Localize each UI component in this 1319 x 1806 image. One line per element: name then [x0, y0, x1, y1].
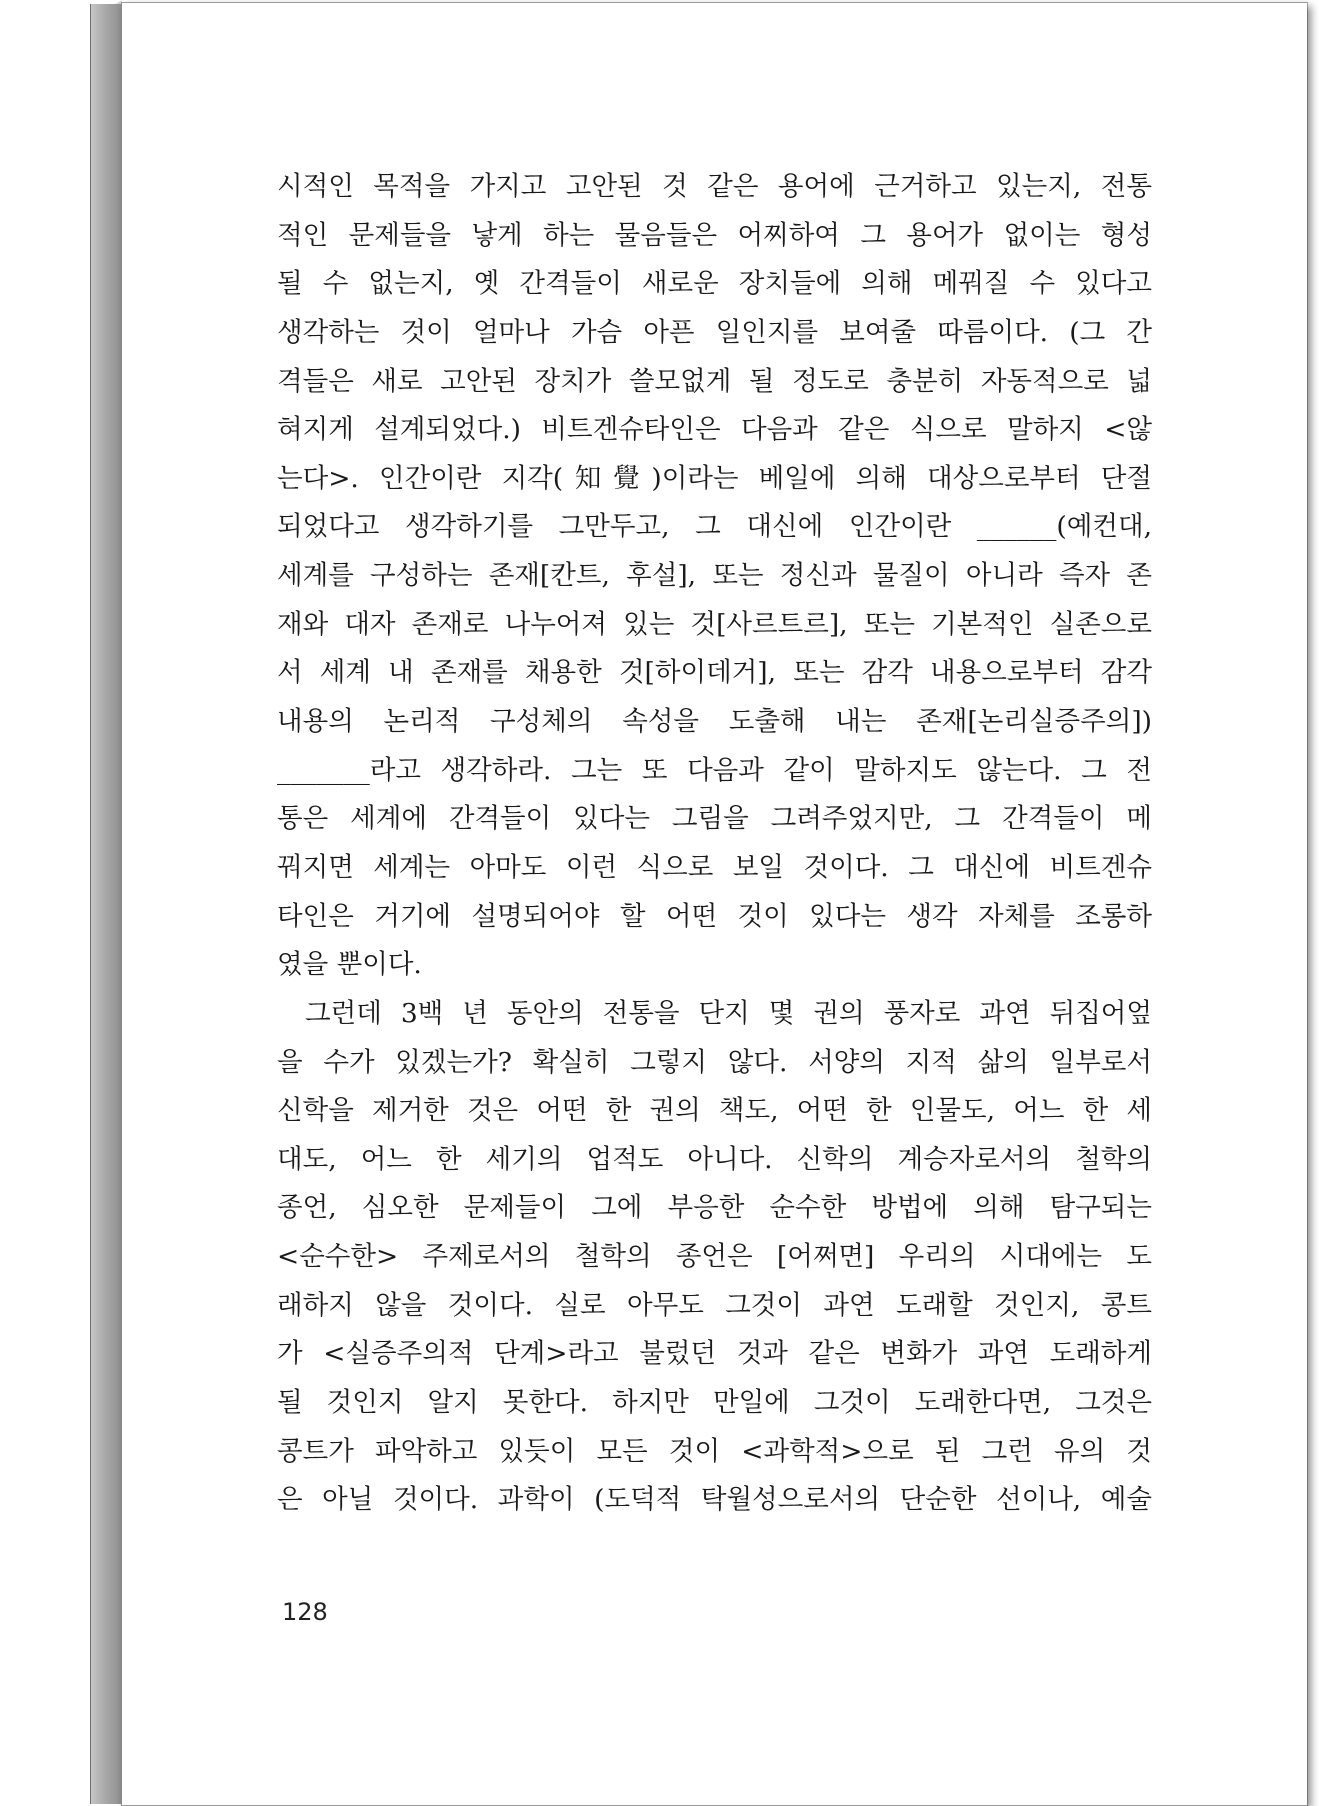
text-line: 내용의 논리적 구성체의 속성을 도출해 내는 존재[논리실증주의]) — [277, 706, 1152, 738]
text-line: 였을 뿐이다. — [277, 949, 422, 981]
text-line: 서 세계 내 존재를 채용한 것[하이데거], 또는 감각 내용으로부터 감각 — [277, 657, 1152, 689]
text-line: 종언, 심오한 문제들이 그에 부응한 순수한 방법에 의해 탐구되는 — [277, 1192, 1152, 1224]
body-text — [277, 163, 1152, 1525]
text-line: 시적인 목적을 가지고 고안된 것 같은 용어에 근거하고 있는지, 전통 — [277, 171, 1152, 202]
text-line: 생각하는 것이 얼마나 가슴 아픈 일인지를 보여줄 따름이다. (그 간 — [277, 316, 1152, 348]
text-line: 그런데 3백 년 동안의 전통을 단지 몇 권의 풍자로 과연 뒤집어엎 — [305, 997, 1152, 1029]
text-line: <순수한> 주제로서의 철학의 종언은 [어쩌면] 우리의 시대에는 도 — [277, 1241, 1152, 1273]
page-number: 128 — [282, 1598, 328, 1626]
book-spine — [90, 4, 124, 1804]
text-line: 되었다고 생각하기를 그만두고, 그 대신에 인간이란 ______(예컨대, — [277, 511, 1152, 543]
text-line: 콩트가 파악하고 있듯이 모든 것이 <과학적>으로 된 그런 유의 것 — [277, 1435, 1152, 1467]
text-line: 은 아닐 것이다. 과학이 (도덕적 탁월성으로서의 단순한 선이나, 예술 — [277, 1484, 1152, 1516]
text-line: 꿔지면 세계는 아마도 이런 식으로 보일 것이다. 그 대신에 비트겐슈 — [277, 851, 1152, 883]
text-line: 격들은 새로 고안된 장치가 쓸모없게 될 정도로 충분히 자동적으로 넓 — [277, 365, 1152, 397]
text-line: 통은 세계에 간격들이 있다는 그림을 그려주었지만, 그 간격들이 메 — [277, 803, 1152, 835]
text-line: 될 수 없는지, 옛 간격들이 새로운 장치들에 의해 메꿔질 수 있다고 — [277, 268, 1152, 300]
text-line: 대도, 어느 한 세기의 업적도 아니다. 신학의 계승자로서의 철학의 — [277, 1143, 1152, 1175]
text-line: 는다>. 인간이란 지각(知覺)이라는 베일에 의해 대상으로부터 단절 — [277, 462, 1152, 494]
text-line: 타인은 거기에 설명되어야 할 어떤 것이 있다는 생각 자체를 조롱하 — [277, 900, 1152, 932]
text-line: 재와 대자 존재로 나누어져 있는 것[사르트르], 또는 기본적인 실존으로 — [277, 608, 1152, 640]
text-line: 래하지 않을 것이다. 실로 아무도 그것이 과연 도래할 것인지, 콩트 — [277, 1289, 1152, 1321]
text-line: 가 <실증주의적 단계>라고 불렀던 것과 같은 변화가 과연 도래하게 — [277, 1338, 1152, 1370]
text-line: _______라고 생각하라. 그는 또 다음과 같이 말하지도 않는다. 그 전 — [277, 754, 1152, 786]
text-line: 될 것인지 알지 못한다. 하지만 만일에 그것이 도래한다면, 그것은 — [277, 1387, 1152, 1419]
text-line: 신학을 제거한 것은 어떤 한 권의 책도, 어떤 한 인물도, 어느 한 세 — [277, 1095, 1152, 1127]
text-line: 세계를 구성하는 존재[칸트, 후설], 또는 정신과 물질이 아니라 즉자 존 — [277, 560, 1152, 592]
text-line: 혀지게 설계되었다.) 비트겐슈타인은 다음과 같은 식으로 말하지 <않 — [277, 414, 1152, 446]
text-line: 을 수가 있겠는가? 확실히 그렇지 않다. 서양의 지적 삶의 일부로서 — [277, 1046, 1152, 1078]
book-page — [121, 2, 1307, 1806]
text-line: 적인 문제들을 낳게 하는 물음들은 어찌하여 그 용어가 없이는 형성 — [277, 219, 1152, 251]
